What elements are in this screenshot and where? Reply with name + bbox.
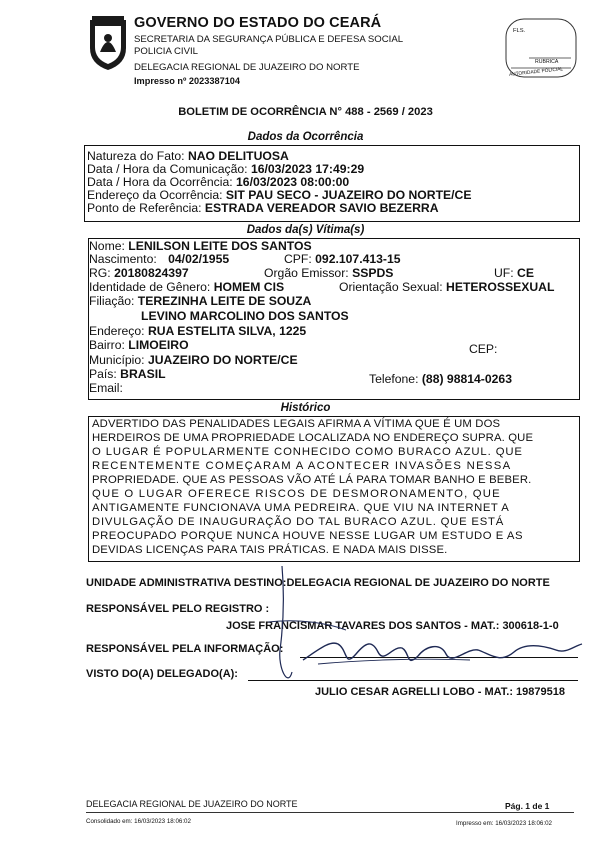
stamp-rubrica-label: RUBRICA <box>535 59 559 65</box>
footer-impresso-em: Impresso em: 16/03/2023 18:06:02 <box>456 820 552 827</box>
stamp-fls-label: FLS. <box>513 28 526 34</box>
uf-label: UF: <box>494 266 514 280</box>
municipio-value: JUAZEIRO DO NORTE/CE <box>147 353 298 367</box>
cep-label: CEP: <box>469 342 498 356</box>
ocorrencia-date-value: 16/03/2023 08:00:00 <box>236 175 350 189</box>
referencia-label: Ponto de Referência: <box>87 201 202 215</box>
email-label: Email: <box>89 381 123 395</box>
pais-value: BRASIL <box>120 367 166 381</box>
horizontal-pen-stroke <box>268 621 346 630</box>
natureza-label: Natureza do Fato: <box>87 149 185 163</box>
uf-value: CE <box>517 266 534 280</box>
rg-label: RG: <box>89 266 111 280</box>
rg-value: 20180824397 <box>114 266 189 280</box>
orgao-label: Orgão Emissor: <box>264 266 349 280</box>
endereco-value: RUA ESTELITA SILVA, 1225 <box>147 324 307 338</box>
comunicacao-label: Data / Hora da Comunicação: <box>87 162 248 176</box>
registro-name: JOSE FRANCISMAR TAVARES DOS SANTOS - MAT.: 300618-1-0 <box>226 620 559 632</box>
endereco-label: Endereço: <box>89 324 145 338</box>
nascimento-value: 04/02/1955 <box>168 252 230 266</box>
historico-line: PROPRIEDADE. QUE AS PESSOAS VÃO ATÉ LÁ PARA TOMAR BANHO E BEBER. <box>92 474 532 486</box>
stamp-autoridade-label: AUTORIDADE POLICIAL <box>508 67 564 78</box>
cpf-value: 092.107.413-15 <box>315 252 401 266</box>
registro-label: RESPONSÁVEL PELO REGISTRO : <box>86 603 270 615</box>
secretaria-line: SECRETARIA DA SEGURANÇA PÚBLICA E DEFESA SOCIAL <box>134 34 404 45</box>
impresso-number: Impresso nº 2023387104 <box>134 76 241 86</box>
unidade-value: DELEGACIA REGIONAL DE JUAZEIRO DO NORTE <box>286 577 550 589</box>
historico-line: DEVIDAS LICENÇAS PARA TAIS PRÁTICAS. E NADA MAIS DISSE. <box>92 544 448 556</box>
genero-value: HOMEM CIS <box>213 280 285 294</box>
vitima-section-title: Dados da(s) Vítima(s) <box>246 224 365 236</box>
orgao-value: SSPDS <box>352 266 394 280</box>
nome-value: LENILSON LEITE DOS SANTOS <box>128 239 312 253</box>
footer-divider <box>86 812 574 813</box>
historico-line: DIVULGAÇÃO DE INAUGURAÇÃO DO TAL BURACO AZUL. QUE ESTÁ <box>92 516 505 528</box>
footer-consolidado: Consolidado em: 16/03/2023 18:06:02 <box>86 818 191 825</box>
filiacao-father: LEVINO MARCOLINO DOS SANTOS <box>141 309 349 323</box>
boletim-title: BOLETIM DE OCORRÊNCIA N° 488 - 2569 / 2023 <box>178 106 433 118</box>
bairro-label: Bairro: <box>89 338 125 352</box>
historico-line: ANTIGAMENTE FUNCIONAVA UMA PEDREIRA. QUE VIU NA INTERNET A <box>92 502 510 514</box>
informacao-label: RESPONSÁVEL PELA INFORMAÇÃO: <box>86 643 284 655</box>
municipio-label: Município: <box>89 353 145 367</box>
filiacao-label: Filiação: <box>89 294 135 308</box>
historico-line: ADVERTIDO DAS PENALIDADES LEGAIS AFIRMA A VÍTIMA QUE É UM DOS <box>92 418 501 430</box>
footer-delegacia: DELEGACIA REGIONAL DE JUAZEIRO DO NORTE <box>86 799 298 809</box>
genero-label: Identidade de Gênero: <box>89 280 211 294</box>
referencia-value: ESTRADA VEREADOR SAVIO BEZERRA <box>204 201 439 215</box>
historico-line: RECENTEMENTE COMEÇARAM A ACONTECER INVASÕES NESSA <box>92 460 512 472</box>
historico-line: PREOCUPADO PORQUE NUNCA HOUVE NESSE LUGAR UM ESTUDO E AS <box>92 530 524 542</box>
historico-line: QUE O LUGAR OFERECE RISCOS DE DESMORONAMENTO, QUE <box>92 488 501 500</box>
nascimento-label: Nascimento: <box>89 252 157 266</box>
visto-label: VISTO DO(A) DELEGADO(A): <box>86 668 238 680</box>
informant-signature <box>303 643 582 660</box>
endereco-ocorrencia-label: Endereço da Ocorrência: <box>87 188 223 202</box>
government-title: GOVERNO DO ESTADO DO CEARÁ <box>134 15 382 31</box>
orientacao-value: HETEROSSEXUAL <box>446 280 555 294</box>
pais-label: País: <box>89 367 117 381</box>
endereco-ocorrencia-value: SIT PAU SECO - JUAZEIRO DO NORTE/CE <box>225 188 472 202</box>
historico-section-title: Histórico <box>280 402 331 414</box>
natureza-value: NAO DELITUOSA <box>187 149 289 163</box>
historico-line: HERDEIROS DE UMA PROPRIEDADE LOCALIZADA NO ENDEREÇO SUPRA. QUE <box>92 432 534 444</box>
unidade-label: UNIDADE ADMINISTRATIVA DESTINO: <box>86 577 287 589</box>
orientacao-label: Orientação Sexual: <box>339 280 443 294</box>
ocorrencia-section-title: Dados da Ocorrência <box>247 131 364 143</box>
ocorrencia-date-label: Data / Hora da Ocorrência: <box>87 175 233 189</box>
historico-line: O LUGAR É POPULARMENTE CONHECIDO COMO BURACO AZUL. QUE <box>92 446 523 458</box>
delegacia-line: DELEGACIA REGIONAL DE JUAZEIRO DO NORTE <box>134 62 360 73</box>
bairro-value: LIMOEIRO <box>128 338 189 352</box>
filiacao-mother: TEREZINHA LEITE DE SOUZA <box>137 294 312 308</box>
cpf-label: CPF: <box>284 252 312 266</box>
vertical-pen-stroke <box>280 566 292 678</box>
signature-underline <box>318 659 470 664</box>
comunicacao-value: 16/03/2023 17:49:29 <box>250 162 365 176</box>
telefone-value: (88) 98814-0263 <box>421 372 512 386</box>
policia-line: POLICIA CIVIL <box>134 46 198 57</box>
nome-label: Nome: <box>89 239 125 253</box>
telefone-label: Telefone: <box>369 372 419 386</box>
delegado-name: JULIO CESAR AGRELLI LOBO - MAT.: 19879518 <box>315 686 565 698</box>
page-number: Pág. 1 de 1 <box>505 801 550 811</box>
